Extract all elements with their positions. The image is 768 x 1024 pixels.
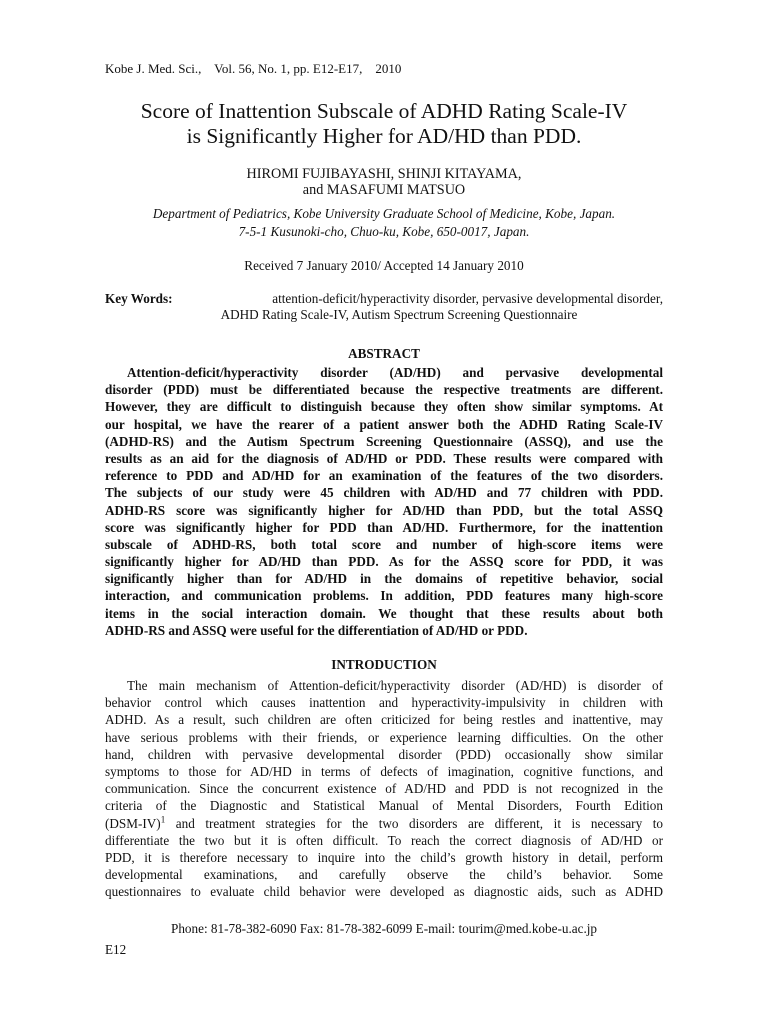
abstract-line: significantly higher for AD/HD than PDD. As for the ASSQ score for PDD, it was xyxy=(105,554,663,570)
intro-line: communication. Since the concurrent existence of AD/HD and PDD is not recognized in the xyxy=(105,781,663,797)
intro-line: questionnaires to evaluate child behavior were developed as diagnostic aids, such as ADHD xyxy=(105,884,663,900)
intro-line: The main mechanism of Attention-deficit/hyperactivity disorder (AD/HD) is disorder of xyxy=(127,678,663,693)
abstract-line: Attention-deficit/hyperactivity disorder (AD/HD) and pervasive developmental xyxy=(127,365,663,380)
intro-line: criteria of the Diagnostic and Statistical Manual of Mental Disorders, Fourth Edition xyxy=(105,798,663,814)
abstract-line: disorder (PDD) must be differentiated because the respective treatments are different. xyxy=(105,382,663,398)
introduction-body xyxy=(105,677,663,900)
title-line-1: Score of Inattention Subscale of ADHD Rating Scale-IV xyxy=(140,99,628,123)
abstract-line: significantly higher than for AD/HD in the domains of repetitive behavior, social xyxy=(105,571,663,587)
abstract-heading: ABSTRACT xyxy=(348,346,420,361)
abstract-line: subscale of ADHD-RS, both total score and number of high-score items were xyxy=(105,536,663,552)
intro-line: symptoms to those for AD/HD in terms of defects of imagination, cognitive functions, and xyxy=(105,763,663,779)
keywords-label: Key Words: xyxy=(105,291,173,306)
received-accepted-dates: Received 7 January 2010/ Accepted 14 January 2010 xyxy=(244,258,524,273)
abstract-line: reference to PDD and AD/HD for an examination of the features of the two disorders. xyxy=(105,468,663,484)
affiliation xyxy=(84,205,684,241)
authors-line-2: and MASAFUMI MATSUO xyxy=(302,182,466,198)
affiliation-line-1: Department of Pediatrics, Kobe University Graduate School of Medicine, Kobe, Japan. xyxy=(152,206,616,221)
abstract-line: results as an aid for the diagnosis of AD/HD or PDD. These results were compared with xyxy=(105,450,663,466)
author-list xyxy=(84,166,684,198)
dsm-abbrev: (DSM-IV) xyxy=(105,815,161,831)
keywords-block xyxy=(105,291,663,323)
intro-line: hand, children with pervasive developmental disorder (PDD) occasionally show similar xyxy=(105,746,663,762)
paper-title xyxy=(84,99,684,149)
abstract-body xyxy=(105,364,663,639)
affiliation-line-2: 7-5-1 Kusunoki-cho, Chuo-ku, Kobe, 650-0017, Japan. xyxy=(238,224,530,239)
intro-line-with-citation xyxy=(105,815,663,832)
citation-ref[interactable]: 1 xyxy=(160,814,166,825)
abstract-line: However, they are difficult to distinguish because they often show similar symptoms. At xyxy=(105,399,663,415)
keywords-line-2: ADHD Rating Scale-IV, Autism Spectrum Screening Questionnaire xyxy=(220,307,578,322)
abstract-line: items in the social interaction domain. We thought that these results about both xyxy=(105,605,663,621)
abstract-line: our hospital, we have the rearer of a patient answer both the ADHD Rating Scale-IV xyxy=(105,416,663,432)
abstract-line: The subjects of our study were 45 children with AD/HD and 77 children with PDD. xyxy=(105,485,663,501)
intro-line: have serious problems with their friends, or experience learning difficulties. On the other xyxy=(105,729,663,745)
page-number: E12 xyxy=(105,942,127,957)
intro-line: ADHD. As a result, such children are often criticized for being restles and inattentive, may xyxy=(105,712,663,728)
title-line-2: is Significantly Higher for AD/HD than PDD. xyxy=(186,124,582,148)
introduction-heading: INTRODUCTION xyxy=(331,657,437,672)
intro-line: PDD, it is therefore necessary to inquire into the child’s growth history in detail, perform xyxy=(105,849,663,865)
abstract-line: ADHD-RS score was significantly higher for AD/HD than PDD, but the total ASSQ xyxy=(105,502,663,518)
abstract-line: interaction, and communication problems. In addition, PDD features many high-score xyxy=(105,588,663,604)
abstract-line: ADHD-RS and ASSQ were useful for the differentiation of AD/HD or PDD. xyxy=(105,622,528,638)
journal-citation: Kobe J. Med. Sci., Vol. 56, No. 1, pp. E12-E17, 2010 xyxy=(105,61,402,76)
intro-line: differentiate the two but it is often difficult. To reach the correct diagnosis of AD/HD or xyxy=(105,832,663,848)
corresponding-contact: Phone: 81-78-382-6090 Fax: 81-78-382-6099 E-mail: tourim@med.kobe-u.ac.jp xyxy=(170,921,597,936)
abstract-line: score was significantly higher for PDD than AD/HD. Furthermore, for the inattention xyxy=(105,519,663,535)
intro-line-rest: and treatment strategies for the two disorders are different, it is necessary to xyxy=(165,815,663,831)
intro-line: behavior control which causes inattention and hyperactivity-impulsivity in children with xyxy=(105,695,663,711)
keywords-text-1: attention-deficit/hyperactivity disorder, pervasive developmental disorder, xyxy=(272,291,663,306)
abstract-line: (ADHD-RS) and the Autism Spectrum Screening Questionnaire (ASSQ), and use the xyxy=(105,433,663,449)
intro-line: developmental examinations, and carefully observe the child’s behavior. Some xyxy=(105,867,663,883)
keywords-line-1 xyxy=(105,291,663,307)
authors-line-1: HIROMI FUJIBAYASHI, SHINJI KITAYAMA, xyxy=(246,166,522,182)
